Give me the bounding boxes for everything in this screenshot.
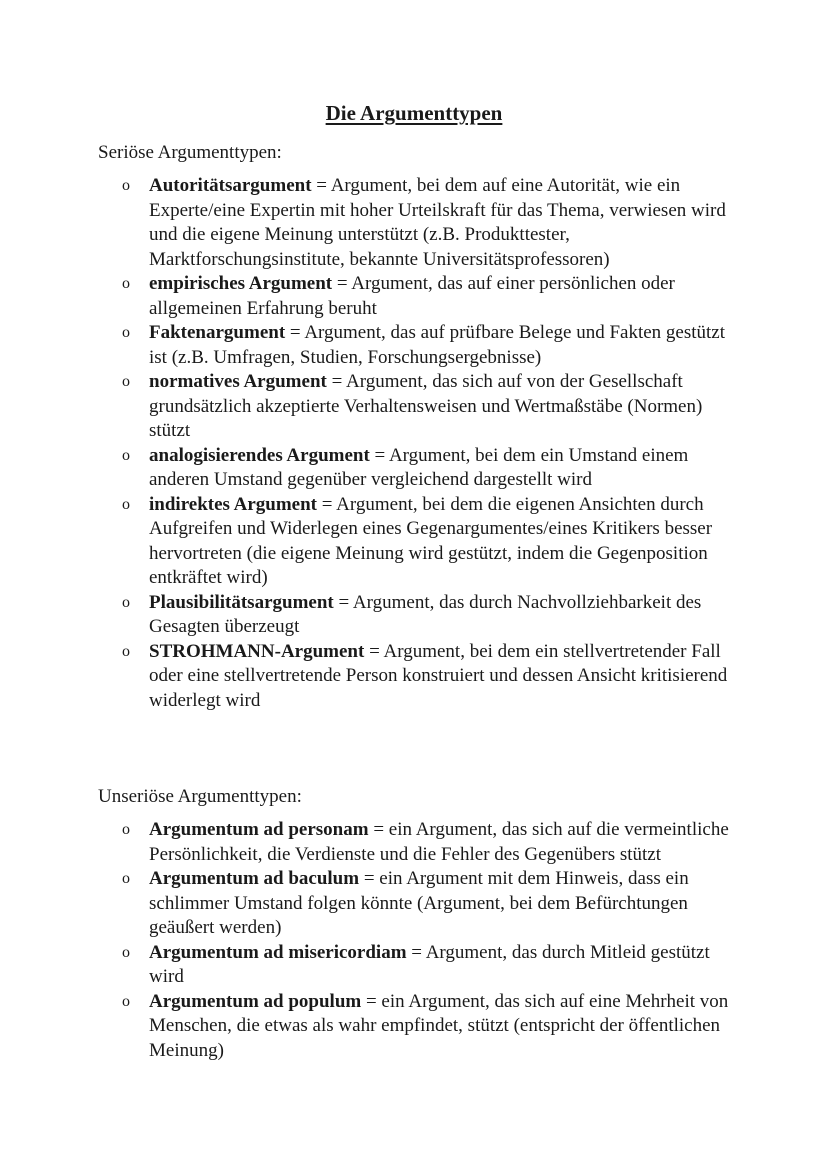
list-item xyxy=(0,370,731,444)
argument-term: Argumentum ad populum xyxy=(149,990,362,1012)
argument-definition: = Argument, das auf prüfbare Belege und Fakten gestützt ist (z.B. Umfragen, Studien, Forschungsergebnisse) xyxy=(149,322,726,368)
list-item xyxy=(0,493,731,591)
list-item xyxy=(0,640,731,714)
argument-definition: = ein Argument, das sich auf die vermeintliche Persönlichkeit, die Verdienste und die Fehler des Gegenübers stützt xyxy=(149,819,729,865)
argument-term: Faktenargument xyxy=(149,322,286,343)
list-item xyxy=(0,444,731,493)
argument-term: Argumentum ad personam xyxy=(149,819,369,840)
bullet-icon: o xyxy=(122,275,130,292)
bullet-icon: o xyxy=(122,870,130,887)
bullet-icon: o xyxy=(122,373,130,390)
page-title xyxy=(0,99,828,127)
argument-term: Plausibilitätsargument xyxy=(149,591,334,613)
argument-definition: = Argument, das durch Mitleid gestützt wird xyxy=(149,941,710,987)
bullet-icon: o xyxy=(122,992,130,1010)
argument-term: empirisches Argument xyxy=(149,273,333,294)
list-item xyxy=(0,174,731,272)
list-item xyxy=(0,867,731,941)
bullet-icon: o xyxy=(122,593,130,611)
list-item xyxy=(0,272,731,321)
bullet-icon: o xyxy=(122,642,130,660)
page-title-text: Die Argumenttypen xyxy=(325,101,503,125)
argument-term: indirektes Argument xyxy=(149,493,318,515)
section-heading-unserious: Unseriöse Argumenttypen: xyxy=(98,786,302,807)
argument-list-unserious xyxy=(0,818,828,1063)
argument-term: Argumentum ad baculum xyxy=(149,868,360,889)
argument-definition: = ein Argument mit dem Hinweis, dass ein schlimmer Umstand folgen könnte (Argument, bei dem Befürchtungen geäußert werden) xyxy=(149,868,689,938)
argument-definition: = Argument, bei dem ein Umstand einem anderen Umstand gegenüber vergleichend dargestellt wird xyxy=(149,444,689,490)
argument-term: normatives Argument xyxy=(149,371,327,392)
argument-list-serious xyxy=(0,174,828,713)
bullet-icon: o xyxy=(122,821,130,838)
bullet-icon: o xyxy=(122,177,130,194)
bullet-icon: o xyxy=(122,324,130,341)
argument-definition: = ein Argument, das sich auf eine Mehrheit von Menschen, die etwas als wahr empfindet, stützt (entspricht der öffentlichen Meinung) xyxy=(149,990,729,1061)
bullet-icon: o xyxy=(122,446,130,464)
bullet-icon: o xyxy=(122,495,130,513)
argument-definition: = Argument, bei dem die eigenen Ansichten durch Aufgreifen und Widerlegen eines Gegenargumentes/eines Kritikers besser hervortreten (die eigene Meinung wird gestützt, indem die Gegenposition entkräftet wird) xyxy=(149,493,713,588)
list-item xyxy=(0,818,731,867)
argument-definition: = Argument, das sich auf von der Gesellschaft grundsätzlich akzeptierte Verhaltensweisen und Wertmaßstäbe (Normen) stützt xyxy=(149,371,703,441)
list-item xyxy=(0,591,731,640)
list-item xyxy=(0,941,731,990)
argument-term: Autoritätsargument xyxy=(149,175,312,196)
argument-definition: = Argument, das auf einer persönlichen oder allgemeinen Erfahrung beruht xyxy=(149,273,675,319)
argument-term: analogisierendes Argument xyxy=(149,444,370,466)
argument-term: Argumentum ad misericordiam xyxy=(149,941,407,963)
section-heading-serious: Seriöse Argumenttypen: xyxy=(98,142,282,163)
argument-definition: = Argument, bei dem auf eine Autorität, wie ein Experte/eine Expertin mit hoher Urteilskraft für das Thema, verwiesen wird und die eigene Meinung unterstützt (z.B. Produkttester, Marktforschungsinstitute, bekannte Universitätsprofessoren) xyxy=(149,175,726,270)
list-item xyxy=(0,321,731,370)
list-item xyxy=(0,990,731,1064)
argument-definition: = Argument, bei dem ein stellvertretender Fall oder eine stellvertretende Person konstruiert und dessen Ansicht kritisierend widerlegt wird xyxy=(149,640,728,711)
bullet-icon: o xyxy=(122,943,130,961)
argument-definition: = Argument, das durch Nachvollziehbarkeit des Gesagten überzeugt xyxy=(149,591,702,637)
argument-term: STROHMANN-Argument xyxy=(149,640,365,662)
